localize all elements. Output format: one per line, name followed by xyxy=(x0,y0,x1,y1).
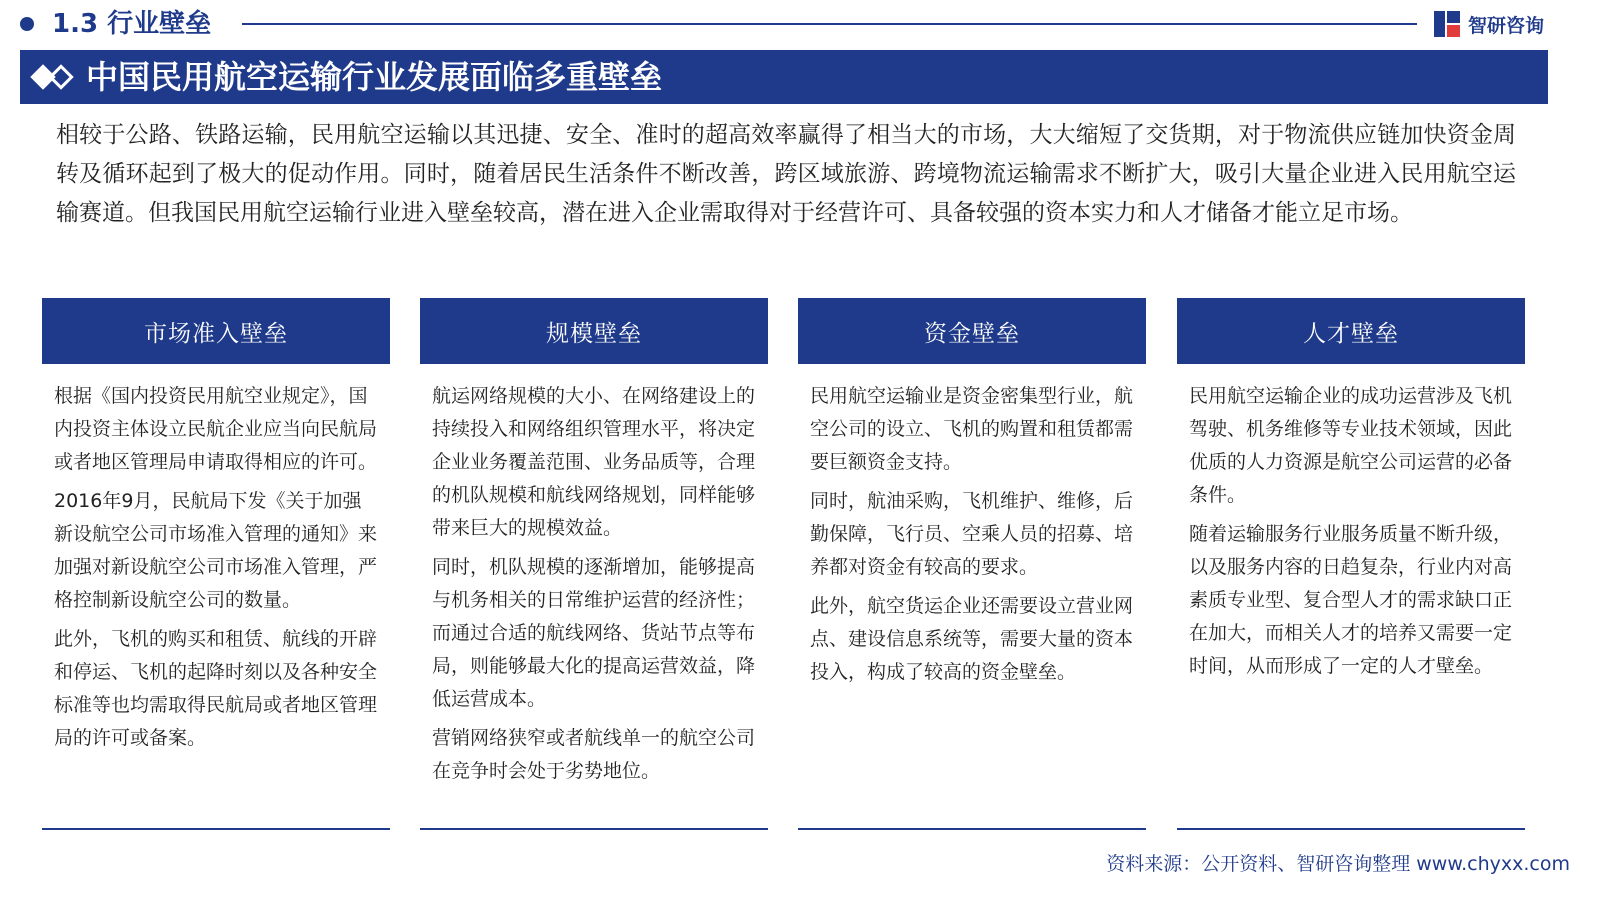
section-title: 1.3 行业壁垒 xyxy=(52,9,212,39)
page-title: 中国民用航空运输行业发展面临多重壁垒 xyxy=(86,58,663,96)
section-header xyxy=(0,0,1600,48)
barrier-card-talent xyxy=(1177,298,1525,830)
card-title: 市场准入壁垒 xyxy=(42,298,390,364)
card-paragraph: 2016年9月，民航局下发《关于加强新设航空公司市场准入管理的通知》来加强对新设航空公司市场准入管理，严格控制新设航空公司的数量。 xyxy=(54,490,378,611)
card-paragraph: 同时，航油采购，飞机维护、维修，后勤保障，飞行员、空乘人员的招募、培养都对资金有较高的要求。 xyxy=(810,490,1134,578)
card-paragraph: 根据《国内投资民用航空业规定》，国内投资主体设立民航企业应当向民航局或者地区管理局申请取得相应的许可。 xyxy=(54,385,378,473)
logo-text: 智研咨询 xyxy=(1468,14,1545,37)
source-note: 资料来源：公开资料、智研咨询整理 www.chyxx.com xyxy=(1106,853,1570,875)
card-paragraph: 此外，航空货运企业还需要设立营业网点、建设信息系统等，需要大量的资本投入，构成了较高的资金壁垒。 xyxy=(810,595,1134,683)
barrier-card-scale xyxy=(420,298,768,830)
logo-icon xyxy=(1434,11,1460,37)
card-paragraph: 此外，飞机的购买和租赁、航线的开辟和停运、飞机的起降时刻以及各种安全标准等也均需取得民航局或者地区管理局的许可或备案。 xyxy=(54,628,378,749)
card-paragraph: 同时，机队规模的逐渐增加，能够提高与机务相关的日常维护运营的经济性；而通过合适的航线网络、货站节点等布局，则能够最大化的提高运营效益，降低运营成本。 xyxy=(432,556,756,710)
intro-paragraph: 相较于公路、铁路运输，民用航空运输以其迅捷、安全、准时的超高效率赢得了相当大的市场，大大缩短了交货期，对于物流供应链加快资金周转及循环起到了极大的促动作用。同时，随着居民生活条件不断改善，跨区域旅游、跨境物流运输需求不断扩大，吸引大量企业进入民用航空运输赛道。但我国民用航空运输行业进入壁垒较高，潜在进入企业需取得对于经营许可、具备较强的资本实力和人才储备才能立足市场。 xyxy=(56,122,1516,226)
barrier-card-capital xyxy=(798,298,1146,830)
card-body xyxy=(42,364,390,755)
barrier-card-market-access xyxy=(42,298,390,830)
card-title: 资金壁垒 xyxy=(798,298,1146,364)
card-paragraph: 航运网络规模的大小、在网络建设上的持续投入和网络组织管理水平，将决定企业业务覆盖范围、业务品质等，合理的机队规模和航线网络规划，同样能够带来巨大的规模效益。 xyxy=(432,385,756,539)
card-paragraph: 营销网络狭窄或者航线单一的航空公司在竞争时会处于劣势地位。 xyxy=(432,727,756,782)
card-body xyxy=(420,364,768,788)
card-body xyxy=(798,364,1146,689)
card-title: 人才壁垒 xyxy=(1177,298,1525,364)
card-paragraph: 随着运输服务行业服务质量不断升级，以及服务内容的日趋复杂，行业内对高素质专业型、复合型人才的需求缺口正在加大，而相关人才的培养又需要一定时间，从而形成了一定的人才壁垒。 xyxy=(1189,523,1513,677)
diamond-outline-icon xyxy=(48,64,73,89)
section-bullet-icon xyxy=(20,17,34,31)
card-title: 规模壁垒 xyxy=(420,298,768,364)
card-paragraph: 民用航空运输业是资金密集型行业，航空公司的设立、飞机的购置和租赁都需要巨额资金支持。 xyxy=(810,385,1134,473)
title-banner xyxy=(20,50,1548,104)
brand-logo xyxy=(1434,10,1544,38)
section-divider xyxy=(242,23,1417,25)
card-paragraph: 民用航空运输企业的成功运营涉及飞机驾驶、机务维修等专业技术领域，因此优质的人力资源是航空公司运营的必备条件。 xyxy=(1189,385,1513,506)
card-body xyxy=(1177,364,1525,683)
